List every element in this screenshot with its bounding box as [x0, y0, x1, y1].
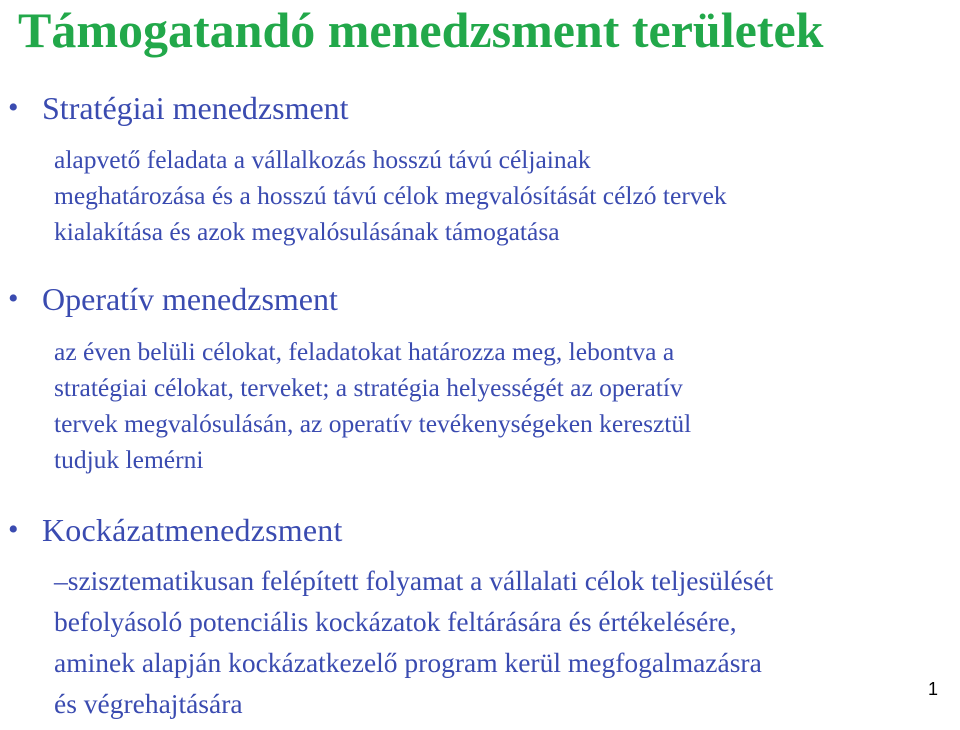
- bullet-heading-operativ: Operatív menedzsment: [42, 281, 338, 317]
- desc-line: befolyásoló potenciális kockázatok feltárására és értékelésére,: [54, 606, 737, 637]
- bullet-strategiai: [0, 88, 940, 128]
- desc-line: meghatározása és a hosszú távú célok megvalósítását célzó tervek: [54, 181, 727, 210]
- bullet-operativ: [0, 279, 940, 319]
- bullet-dot: •: [8, 282, 19, 315]
- bullet-dot: •: [8, 513, 19, 546]
- bullet-dot: •: [8, 91, 19, 124]
- desc-operativ: [54, 334, 954, 478]
- desc-line: aminek alapján kockázatkezelő program kerül megfogalmazásra: [54, 647, 762, 678]
- desc-strategiai: [54, 142, 954, 250]
- bullet-heading-kockazat: Kockázatmenedzsment: [42, 512, 343, 548]
- desc-line: tervek megvalósulásán, az operatív tevékenységeken keresztül: [54, 409, 692, 438]
- desc-line: –szisztematikusan felépített folyamat a vállalati célok teljesülését: [54, 565, 774, 596]
- desc-kockazat: [54, 560, 954, 724]
- desc-line: az éven belüli célokat, feladatokat határozza meg, lebontva a: [54, 337, 675, 366]
- desc-line: kialakítása és azok megvalósulásának támogatása: [54, 217, 560, 246]
- slide-title: Támogatandó menedzsment területek: [18, 2, 824, 58]
- bullet-kockazat: [0, 510, 940, 550]
- desc-line: és végrehajtására: [54, 688, 243, 719]
- desc-line: tudjuk lemérni: [54, 445, 204, 474]
- page-number: 1: [927, 679, 938, 699]
- bullet-heading-strategiai: Stratégiai menedzsment: [42, 90, 349, 126]
- desc-line: alapvető feladata a vállalkozás hosszú távú céljainak: [54, 145, 591, 174]
- desc-line: stratégiai célokat, terveket; a stratégia helyességét az operatív: [54, 373, 683, 402]
